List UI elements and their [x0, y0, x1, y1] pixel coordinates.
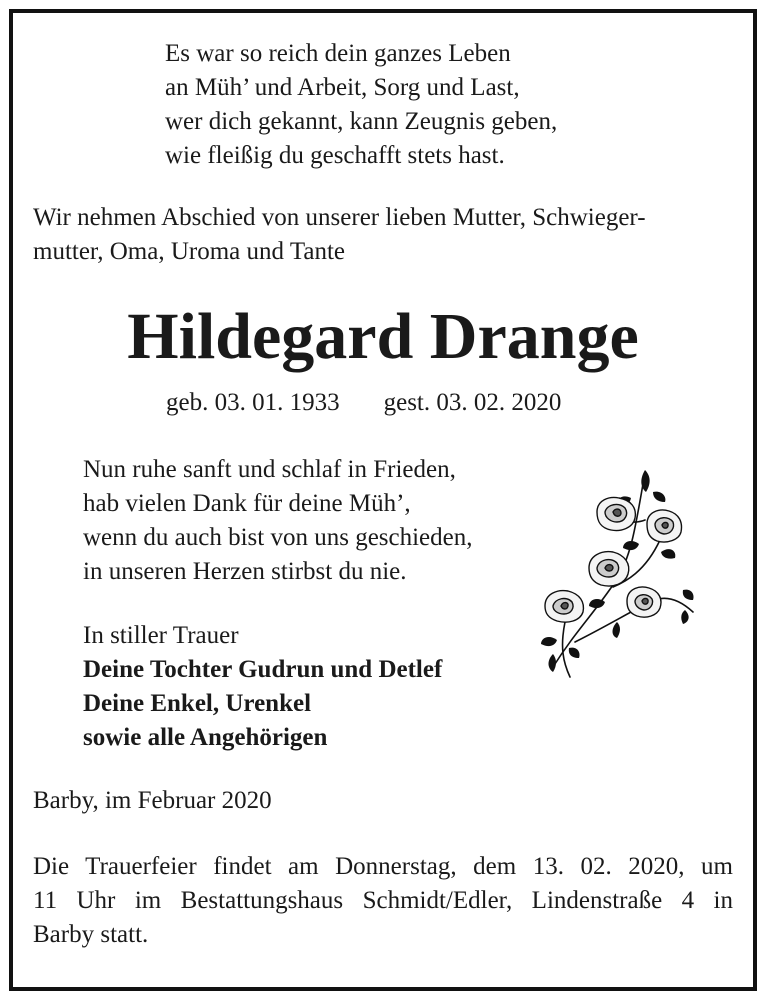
- birth-date: geb. 03. 01. 1933: [166, 389, 340, 416]
- poem-line: hab vielen Dank für deine Müh’,: [83, 490, 411, 517]
- poem-line: Nun ruhe sanft und schlaf in Frieden,: [83, 456, 456, 483]
- poem-line: wer dich gekannt, kann Zeugnis geben,: [165, 108, 558, 135]
- poem-line: in unseren Herzen stirbst du nie.: [83, 558, 407, 585]
- closing-poem: [83, 453, 473, 589]
- intro-line: mutter, Oma, Uroma und Tante: [33, 238, 345, 265]
- roses-icon: [535, 462, 700, 684]
- funeral-line: Die Trauerfeier findet am Donnerstag, dem 13. 02. 2020, um: [33, 853, 733, 880]
- poem-line: Es war so reich dein ganzes Leben: [165, 40, 511, 67]
- mourner-line: Deine Tochter Gudrun und Detlef: [83, 656, 443, 683]
- opening-poem: [165, 37, 557, 173]
- intro-line: Wir nehmen Abschied von unserer lieben Mutter, Schwieger-: [33, 204, 646, 231]
- deceased-name: Hildegard Drange: [127, 300, 639, 373]
- funeral-line: Barby statt.: [33, 921, 149, 948]
- funeral-line: 11 Uhr im Bestattungshaus Schmidt/Edler, Lindenstraße 4 in: [33, 887, 733, 914]
- farewell-intro: [33, 201, 733, 269]
- death-date: gest. 03. 02. 2020: [383, 389, 562, 416]
- life-dates: [166, 386, 561, 420]
- mourning-line: In stiller Trauer: [83, 622, 239, 649]
- place-date: Barby, im Februar 2020: [33, 787, 272, 814]
- funeral-notice: [33, 850, 733, 952]
- mourners-block: [83, 619, 442, 755]
- mourner-line: sowie alle Angehörigen: [83, 724, 328, 751]
- poem-line: wie fleißig du geschafft stets hast.: [165, 142, 505, 169]
- poem-line: an Müh’ und Arbeit, Sorg und Last,: [165, 74, 520, 101]
- mourner-line: Deine Enkel, Urenkel: [83, 690, 312, 717]
- poem-line: wenn du auch bist von uns geschieden,: [83, 524, 473, 551]
